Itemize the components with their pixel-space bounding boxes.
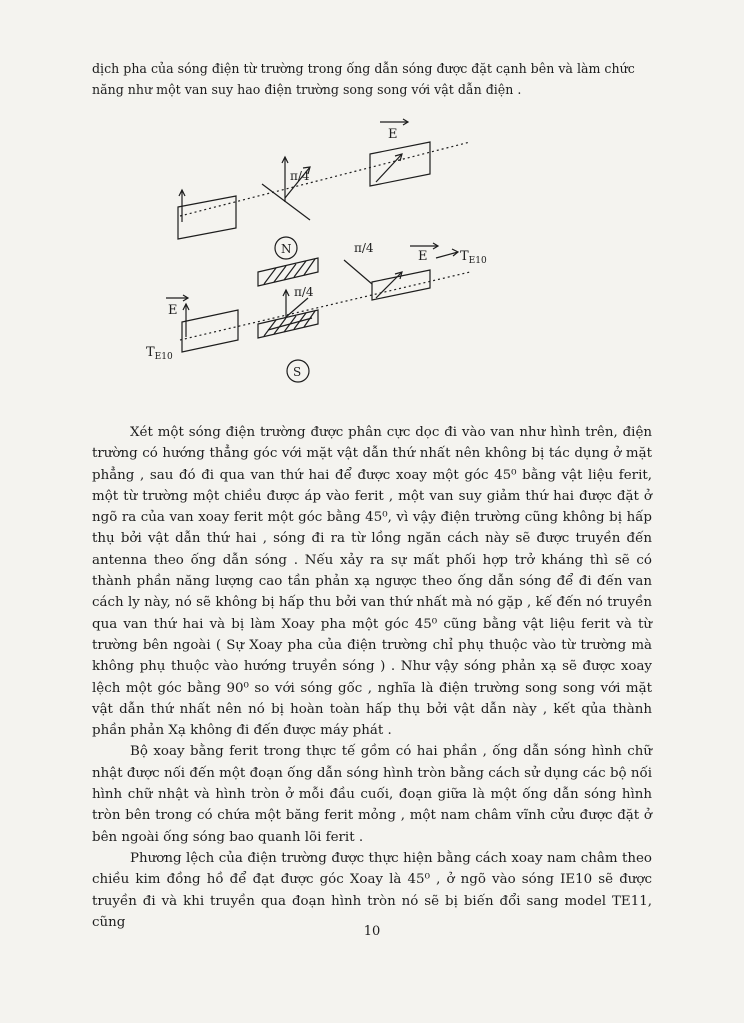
body-text: [92, 422, 652, 933]
plate-top-left: [178, 196, 236, 239]
axis-dotted-bottom: [180, 272, 470, 340]
label-te10-left: $T_{E10}$: [146, 345, 173, 362]
label-e-mid: E: [418, 249, 428, 264]
label-pi4-top: π/4: [290, 169, 310, 183]
axis-dotted-top: [180, 142, 470, 216]
isolator-diagram: [140, 112, 520, 392]
arrow-e-diag-top: [376, 154, 402, 182]
label-e-top: E: [388, 127, 398, 142]
label-pi4-mid: π/4: [354, 241, 374, 255]
rotation-line-a: [262, 184, 310, 220]
paragraph-1: Xét một sóng điện trường được phân cực dọc đi vào van như hình trên, điện trường có hướng thẳng góc với mặt vật dẫn thứ nhất nên không bị tác dụng ở mặt phẳng , sau đó đi qua van thứ hai để được xoay một góc 45⁰ bằng vật liệu ferit, một từ trường một chiều được áp vào ferit , một van suy giảm thứ hai được đặt ở ngõ ra của van xoay ferit một góc bằng 45⁰, vì vậy điện trường cũng không bị hấp thụ bởi vật dẫn thứ hai , sóng đi ra từ lồng ngăn cách này sẽ được truyền đến antenna theo ống dẫn sóng . Nếu xảy ra sự mất phối hợp trở kháng thì sẽ có thành phần năng lượng cao tần phản xạ ngược theo ống dẫn sóng để đi đến van cách ly này, nó sẽ không bị hấp thu bởi van thứ nhất mà nó gặp , kế đến nó truyền qua van thứ hai và bị làm Xoay pha một góc 45⁰ cũng bằng vật liệu ferit và từ trường bên ngoài ( Sự Xoay pha của điện trường chỉ phụ thuộc vào từ trường mà không phụ thuộc vào hướng truyền sóng ) . Như vậy sóng phản xạ sẽ được xoay lệch một góc bằng 90⁰ so với sóng gốc , nghĩa là điện trường song song với mặt vật dẫn thứ nhất nên nó bị hoàn toàn hấp thụ bởi vật dẫn này , kết qủa thành phần phản Xạ không đi đến được máy phát .: [92, 425, 652, 739]
label-n: N: [281, 242, 292, 256]
isolator-diagram-svg: [140, 112, 520, 392]
label-te10-right: $T_{E10}$: [460, 249, 487, 266]
ferrite-upper: [258, 258, 318, 286]
page-number: 10: [363, 924, 381, 939]
label-s: S: [293, 365, 302, 379]
label-pi4-center: π/4: [294, 285, 314, 299]
label-e-left: E: [168, 303, 178, 318]
plate-bottom-left: [182, 310, 238, 352]
intro-paragraph: dịch pha của sóng điện từ trường trong ống dẫn sóng được đặt cạnh bên và làm chức năng như một van suy hao điện trường song song với vật dẫn điện .: [92, 61, 635, 97]
paragraph-2: Bộ xoay bằng ferit trong thực tế gồm có hai phần , ống dẫn sóng hình chữ nhật được nối đến một đoạn ống dẫn sóng hình tròn bằng cách sử dụng các bộ nối hình chữ nhật và hình tròn ở mỗi đầu cuối, đoạn giữa là một ống dẫn sóng hình tròn bên trong có chứa một băng ferit mỏng , một nam châm vĩnh cửu được đặt ở bên ngoài ống sóng bao quanh lõi ferit .: [92, 744, 652, 845]
paragraph-3: Phương lệch của điện trường được thực hiện bằng cách xoay nam châm theo chiều kim đồng hồ để đạt được góc Xoay là 45⁰ , ở ngõ vào sóng IE10 sẽ được truyền đi và khi truyền qua đoạn hình tròn nó sẽ bị biến đổi sang model TE11, cũng: [92, 850, 652, 930]
mid-rotation-line: [344, 260, 372, 284]
